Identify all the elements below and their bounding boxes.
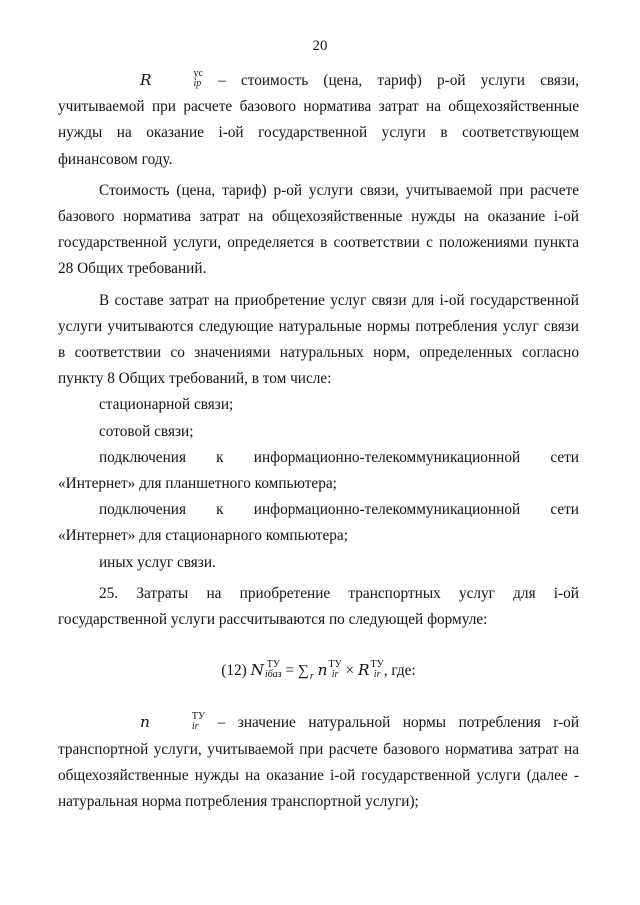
formula-tail: , где: xyxy=(383,662,416,680)
list-item-stationary: стационарной связи; xyxy=(99,396,234,414)
paragraph-cost: Стоимость (цена, тариф) p-ой услуги связи, учитываемой при расчете базового норматива затрат на общехозяйственные нужды на оказание i-ой государственной услуги, определяется в соответствии с положениями пункта 28 Общих требований. xyxy=(58,181,579,278)
paragraph-25: 25. Затраты на приобретение транспортных услуг для i-ой государственной услуги рассчитываются по следующей формуле: xyxy=(58,584,579,629)
list-item-internet-desktop: подключения к информационно-телекоммуникационной сети «Интернет» для стационарного компьютера; xyxy=(58,501,579,545)
formula-lhs: N ТУ iбаз xyxy=(250,658,282,680)
formula-times: × xyxy=(345,662,355,680)
formula-number: (12) xyxy=(221,662,247,680)
definition-r-paragraph xyxy=(58,67,579,173)
page-number: 20 xyxy=(312,38,328,54)
list-item-internet-tablet: подключения к информационно-телекоммуникационной сети «Интернет» для планшетного компьютера; xyxy=(58,448,579,493)
symbol-r-ip: R ус ip xyxy=(140,68,203,90)
symbol-n-ir: n ТУ ir xyxy=(140,710,206,732)
definition-n-paragraph xyxy=(58,709,579,815)
list-item-other: иных услуг связи. xyxy=(99,553,216,571)
formula-n: n ТУ ir xyxy=(317,658,342,680)
formula-equals: = xyxy=(285,662,295,680)
formula-sum: ∑ r xyxy=(298,662,314,682)
list-item-cellular: сотовой связи; xyxy=(99,422,194,440)
paragraph-norms: В составе затрат на приобретение услуг связи для i-ой государственной услуги учитываются следующие натуральные нормы потребления услуг связи в соответствии со значениями натуральных норм, определенных согласно пункту 8 Общих требований, в том числе: xyxy=(58,291,579,388)
definition-r-text-line1: – стоимость (цена, тариф) p-ой услуги связи, учитываемой при xyxy=(58,72,579,116)
document-body xyxy=(58,67,579,815)
formula-12 xyxy=(58,657,579,684)
definition-r-text-rest: расчете базового норматива затрат на общехозяйственные нужды на оказание i-ой государственной услуги в соответствующем финансовом году. xyxy=(58,98,579,168)
formula-r: R ТУ ir xyxy=(358,658,384,680)
definition-n-text: – значение натуральной нормы потребления r-ой транспортной услуги, учитываемой при расчете базового норматива затрат на общехозяйственные нужды на оказание i-ой государственной услуги (далее - натуральная норма потребления транспортной услуги); xyxy=(58,714,579,811)
